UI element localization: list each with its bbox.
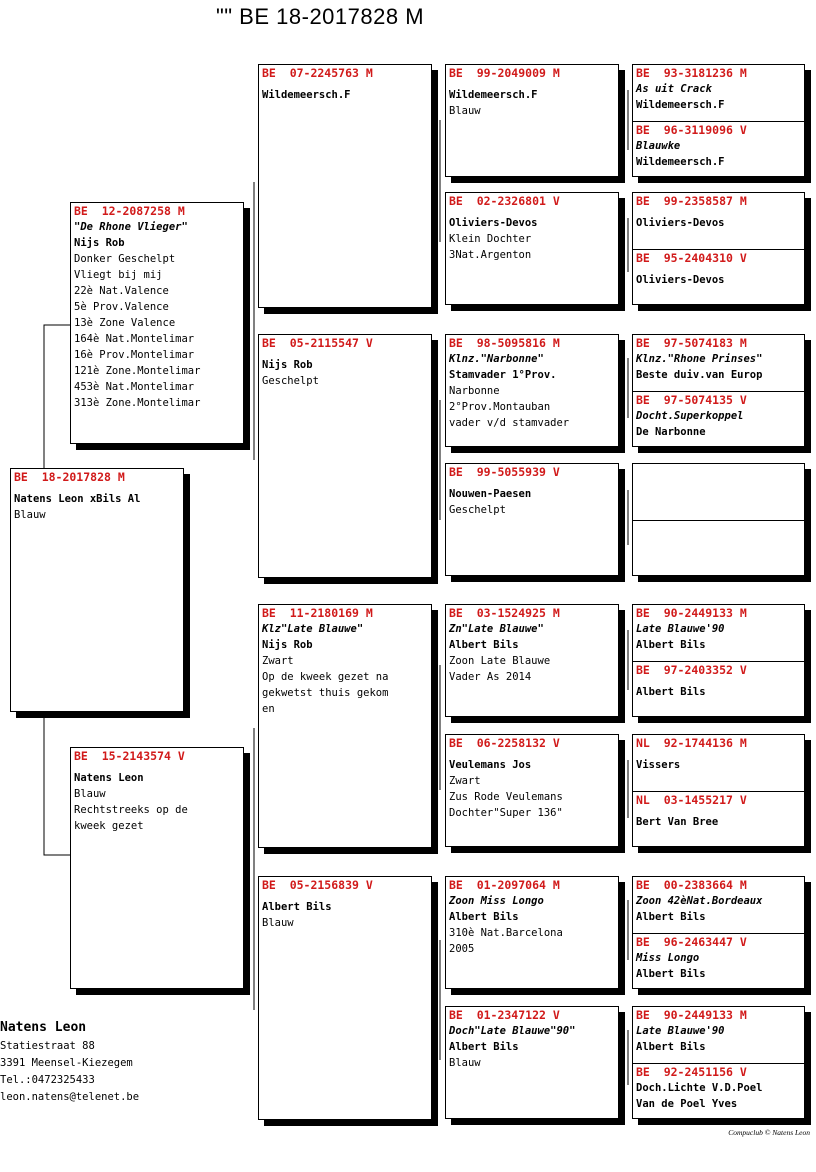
pedigree-box-grandparent[interactable]	[258, 64, 432, 308]
info-line: en	[262, 703, 275, 715]
pedigree-box-gggp[interactable]	[633, 605, 804, 661]
owner-block	[0, 1018, 139, 1106]
info-line: Blauw	[449, 105, 481, 117]
info-line: 22è Nat.Valence	[74, 285, 169, 297]
ring-number: BE 18-2017828 M	[14, 470, 125, 484]
pedigree-box-gggp[interactable]	[633, 391, 804, 446]
info-line: Wildemeersch.F	[449, 89, 538, 101]
pedigree-box-gggp[interactable]	[633, 661, 804, 716]
info-line: Bert Van Bree	[636, 816, 719, 828]
ring-number: BE 93-3181236 M	[636, 66, 747, 80]
ring-number: NL 92-1744136 M	[636, 736, 747, 750]
pedigree-box-pair	[632, 192, 805, 305]
owner-street: Statiestraat 88	[0, 1040, 95, 1052]
ring-number: BE 06-2258132 V	[449, 736, 560, 750]
pedigree-box-great-grandparent[interactable]	[445, 604, 619, 717]
info-line: De Narbonne	[636, 426, 706, 438]
pedigree-box-gggp[interactable]	[633, 193, 804, 249]
info-line: 121è Zone.Montelimar	[74, 365, 201, 377]
pedigree-box-great-grandparent[interactable]	[445, 463, 619, 576]
pedigree-box-gggp[interactable]	[633, 1063, 804, 1118]
info-line: Nijs Rob	[74, 237, 125, 249]
pedigree-box-gggp[interactable]	[633, 464, 804, 520]
info-line: Klnz."Rhone Prinses"	[636, 353, 763, 365]
info-line: Vader As 2014	[449, 671, 532, 683]
ring-number: BE 11-2180169 M	[262, 606, 373, 620]
info-line: Oliviers-Devos	[636, 217, 725, 229]
info-line: 313è Zone.Montelimar	[74, 397, 201, 409]
pedigree-box-great-grandparent[interactable]	[445, 192, 619, 305]
ring-number: BE 15-2143574 V	[74, 749, 185, 763]
owner-name: Natens Leon	[0, 1020, 87, 1035]
info-line: Late Blauwe'90	[636, 1025, 725, 1037]
info-line: Zoon Miss Longo	[449, 895, 544, 907]
info-line: Vissers	[636, 759, 681, 771]
pedigree-box-pair	[632, 876, 805, 989]
ring-number: BE 97-5074135 V	[636, 393, 747, 407]
ring-number: BE 99-2358587 M	[636, 194, 747, 208]
info-line: 13è Zone Valence	[74, 317, 176, 329]
info-line: Blauw	[14, 509, 46, 521]
info-line: gekwetst thuis gekom	[262, 687, 389, 699]
pedigree-box-gggp[interactable]	[633, 121, 804, 176]
pedigree-box-grandparent[interactable]	[258, 604, 432, 848]
info-line: Miss Longo	[636, 952, 700, 964]
info-line: Doch.Lichte V.D.Poel	[636, 1082, 763, 1094]
pedigree-box-grandparent[interactable]	[258, 876, 432, 1120]
pedigree-box-dam[interactable]	[70, 747, 244, 989]
page-title: "" BE 18-2017828 M	[215, 4, 425, 29]
info-line: Albert Bils	[262, 901, 332, 913]
info-line: Wildemeersch.F	[636, 156, 725, 168]
info-line: Stamvader 1°Prov.	[449, 369, 557, 381]
info-line: Late Blauwe'90	[636, 623, 725, 635]
owner-email: leon.natens@telenet.be	[0, 1091, 140, 1103]
info-line: Albert Bils	[636, 911, 706, 923]
pedigree-box-great-grandparent[interactable]	[445, 876, 619, 989]
pedigree-box-great-grandparent[interactable]	[445, 64, 619, 177]
footer-copyright: Compuclub © Natens Leon	[728, 1128, 810, 1137]
pedigree-box-gggp[interactable]	[633, 65, 804, 121]
info-line: 453è Nat.Montelimar	[74, 381, 195, 393]
pedigree-box-gggp[interactable]	[633, 933, 804, 988]
ring-number: BE 95-2404310 V	[636, 251, 747, 265]
info-line: Klnz."Narbonne"	[449, 353, 544, 365]
info-line: "De Rhone Vlieger"	[74, 221, 188, 233]
info-line: Albert Bils	[449, 1041, 519, 1053]
info-line: Albert Bils	[636, 968, 706, 980]
ring-number: BE 07-2245763 M	[262, 66, 373, 80]
info-line: kweek gezet	[74, 820, 144, 832]
info-line: 164è Nat.Montelimar	[74, 333, 195, 345]
pedigree-box-gggp[interactable]	[633, 735, 804, 791]
ring-number: BE 90-2449133 M	[636, 1008, 747, 1022]
pedigree-box-pair	[632, 604, 805, 717]
info-line: Albert Bils	[636, 686, 706, 698]
info-line: Geschelpt	[449, 504, 506, 516]
info-line: Nijs Rob	[262, 359, 313, 371]
pedigree-box-great-grandparent[interactable]	[445, 734, 619, 847]
info-line: Blauw	[74, 788, 106, 800]
pedigree-box-grandparent[interactable]	[258, 334, 432, 578]
info-line: Van de Poel Yves	[636, 1098, 738, 1110]
info-line: Blauw	[449, 1057, 481, 1069]
info-line: Albert Bils	[636, 1041, 706, 1053]
info-line: Geschelpt	[262, 375, 319, 387]
pedigree-box-great-grandparent[interactable]	[445, 334, 619, 447]
info-line: Natens Leon xBils Al	[14, 493, 141, 505]
pedigree-box-pair	[632, 463, 805, 576]
info-line: Donker Geschelpt	[74, 253, 176, 265]
info-line: Blauw	[262, 917, 294, 929]
pedigree-box-gggp[interactable]	[633, 335, 804, 391]
info-line: Doch"Late Blauwe"90"	[449, 1025, 576, 1037]
pedigree-box-pair	[632, 64, 805, 177]
info-line: Docht.Superkoppel	[636, 410, 744, 422]
ring-number	[633, 521, 804, 523]
info-line: 310è Nat.Barcelona	[449, 927, 563, 939]
info-line: Oliviers-Devos	[636, 274, 725, 286]
pedigree-box-subject[interactable]	[10, 468, 184, 712]
ring-number: BE 96-3119096 V	[636, 123, 747, 137]
owner-phone: Tel.:0472325433	[0, 1074, 95, 1086]
ring-number: BE 00-2383664 M	[636, 878, 747, 892]
ring-number: BE 01-2347122 V	[449, 1008, 560, 1022]
ring-number: BE 03-1524925 M	[449, 606, 560, 620]
ring-number: BE 98-5095816 M	[449, 336, 560, 350]
pedigree-box-sire[interactable]	[70, 202, 244, 444]
info-line: Wildemeersch.F	[262, 89, 351, 101]
info-line: Nijs Rob	[262, 639, 313, 651]
info-line: Oliviers-Devos	[449, 217, 538, 229]
info-line: Albert Bils	[449, 639, 519, 651]
info-line: vader v/d stamvader	[449, 417, 570, 429]
info-line: Veulemans Jos	[449, 759, 532, 771]
ring-number: BE 92-2451156 V	[636, 1065, 747, 1079]
ring-number: BE 01-2097064 M	[449, 878, 560, 892]
info-line: Zoon Late Blauwe	[449, 655, 551, 667]
info-line: Zus Rode Veulemans	[449, 791, 563, 803]
ring-number: BE 02-2326801 V	[449, 194, 560, 208]
info-line: Zwart	[262, 655, 294, 667]
info-line: 16è Prov.Montelimar	[74, 349, 195, 361]
pedigree-box-pair	[632, 734, 805, 847]
ring-number	[633, 464, 804, 466]
ring-number: BE 05-2115547 V	[262, 336, 373, 350]
pedigree-box-gggp[interactable]	[633, 520, 804, 575]
pedigree-box-gggp[interactable]	[633, 877, 804, 933]
info-line: Klein Dochter	[449, 233, 532, 245]
info-line: Nouwen-Paesen	[449, 488, 532, 500]
info-line: Natens Leon	[74, 772, 144, 784]
pedigree-box-great-grandparent[interactable]	[445, 1006, 619, 1119]
pedigree-box-gggp[interactable]	[633, 791, 804, 846]
pedigree-box-pair	[632, 1006, 805, 1119]
info-line: Wildemeersch.F	[636, 99, 725, 111]
ring-number: BE 90-2449133 M	[636, 606, 747, 620]
ring-number: BE 99-5055939 V	[449, 465, 560, 479]
info-line: Vliegt bij mij	[74, 269, 163, 281]
info-line: 2°Prov.Montauban	[449, 401, 551, 413]
ring-number: BE 96-2463447 V	[636, 935, 747, 949]
owner-city: 3391 Meensel-Kiezegem	[0, 1057, 133, 1069]
ring-number: BE 12-2087258 M	[74, 204, 185, 218]
info-line: Zn"Late Blauwe"	[449, 623, 544, 635]
ring-number: BE 99-2049009 M	[449, 66, 560, 80]
info-line: Albert Bils	[449, 911, 519, 923]
info-line: Zwart	[449, 775, 481, 787]
ring-number: BE 05-2156839 V	[262, 878, 373, 892]
info-line: Rechtstreeks op de	[74, 804, 188, 816]
info-line: Blauwke	[636, 140, 681, 152]
pedigree-box-pair	[632, 334, 805, 447]
info-line: 3Nat.Argenton	[449, 249, 532, 261]
info-line: 2005	[449, 943, 475, 955]
info-line: Zoon 42èNat.Bordeaux	[636, 895, 763, 907]
ring-number: NL 03-1455217 V	[636, 793, 747, 807]
pedigree-box-gggp[interactable]	[633, 249, 804, 304]
ring-number: BE 97-5074183 M	[636, 336, 747, 350]
info-line: Klz"Late Blauwe"	[262, 623, 364, 635]
info-line: Narbonne	[449, 385, 500, 397]
info-line: Op de kweek gezet na	[262, 671, 389, 683]
info-line: 5è Prov.Valence	[74, 301, 169, 313]
ring-number: BE 97-2403352 V	[636, 663, 747, 677]
info-line: Dochter"Super 136"	[449, 807, 563, 819]
pedigree-box-gggp[interactable]	[633, 1007, 804, 1063]
info-line: Albert Bils	[636, 639, 706, 651]
info-line: Beste duiv.van Europ	[636, 369, 763, 381]
info-line: As uit Crack	[636, 83, 712, 95]
